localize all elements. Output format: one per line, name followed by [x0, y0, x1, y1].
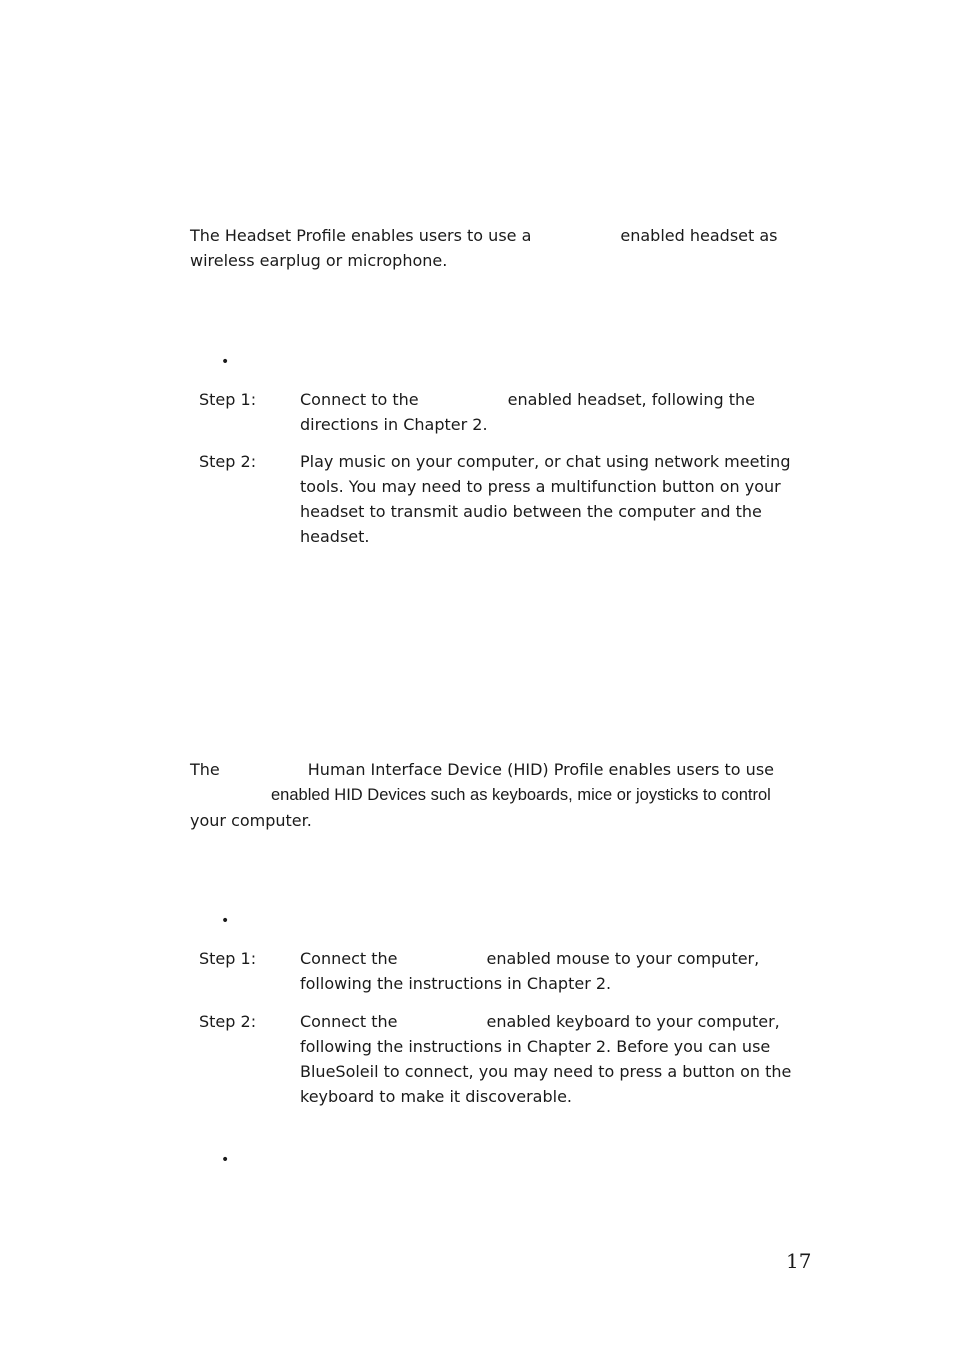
hid-intro-part2: Human Interface Device (HID) Profile enables users to use: [307, 760, 774, 779]
page-number: 17: [786, 1249, 812, 1273]
headset-step1-label: Step 1:: [199, 390, 257, 409]
hid-intro: [190, 757, 830, 833]
headset-intro: [190, 223, 830, 273]
hid-step2-part1: Connect the: [300, 1012, 398, 1031]
headset-step2-text: Play music on your computer, or chat using network meeting tools. You may need to press a multifunction button on your headset to transmit audio between the computer and the headset.: [300, 452, 791, 546]
bullet-marker: •: [221, 354, 230, 370]
headset-intro-part2: enabled headset as: [620, 226, 778, 245]
headset-step1-part1: Connect to the: [300, 390, 419, 409]
hid-intro-part4: your computer.: [190, 811, 312, 830]
headset-step1-text: [300, 387, 820, 437]
bullet-marker: •: [221, 913, 230, 929]
hid-intro-part3: enabled HID Devices such as keyboards, mice or joysticks to control: [271, 786, 771, 804]
hid-step2-part3: following the instructions in Chapter 2. Before you can use BlueSoleil to connect, you may need to press a button on the keyboard to make it discoverable.: [300, 1037, 792, 1106]
headset-step1-part3: directions in Chapter 2.: [300, 415, 488, 434]
hid-step1-part2: enabled mouse to your computer,: [486, 949, 760, 968]
hid-intro-part1: The: [190, 760, 220, 779]
hid-step2-part2: enabled keyboard to your computer,: [486, 1012, 780, 1031]
hid-step1-part3: following the instructions in Chapter 2.: [300, 974, 612, 993]
hid-step1-label: Step 1:: [199, 949, 257, 968]
hid-step2-text: [300, 1009, 812, 1109]
headset-step1-part2: enabled headset, following the: [507, 390, 755, 409]
hid-step1-part1: Connect the: [300, 949, 398, 968]
headset-intro-part3: wireless earplug or microphone.: [190, 251, 448, 270]
hid-step2-label: Step 2:: [199, 1012, 257, 1031]
bullet-marker: •: [221, 1152, 230, 1168]
hid-step1-text: [300, 946, 820, 996]
headset-step2-label: Step 2:: [199, 452, 257, 471]
headset-intro-part1: The Headset Profile enables users to use a: [190, 226, 532, 245]
